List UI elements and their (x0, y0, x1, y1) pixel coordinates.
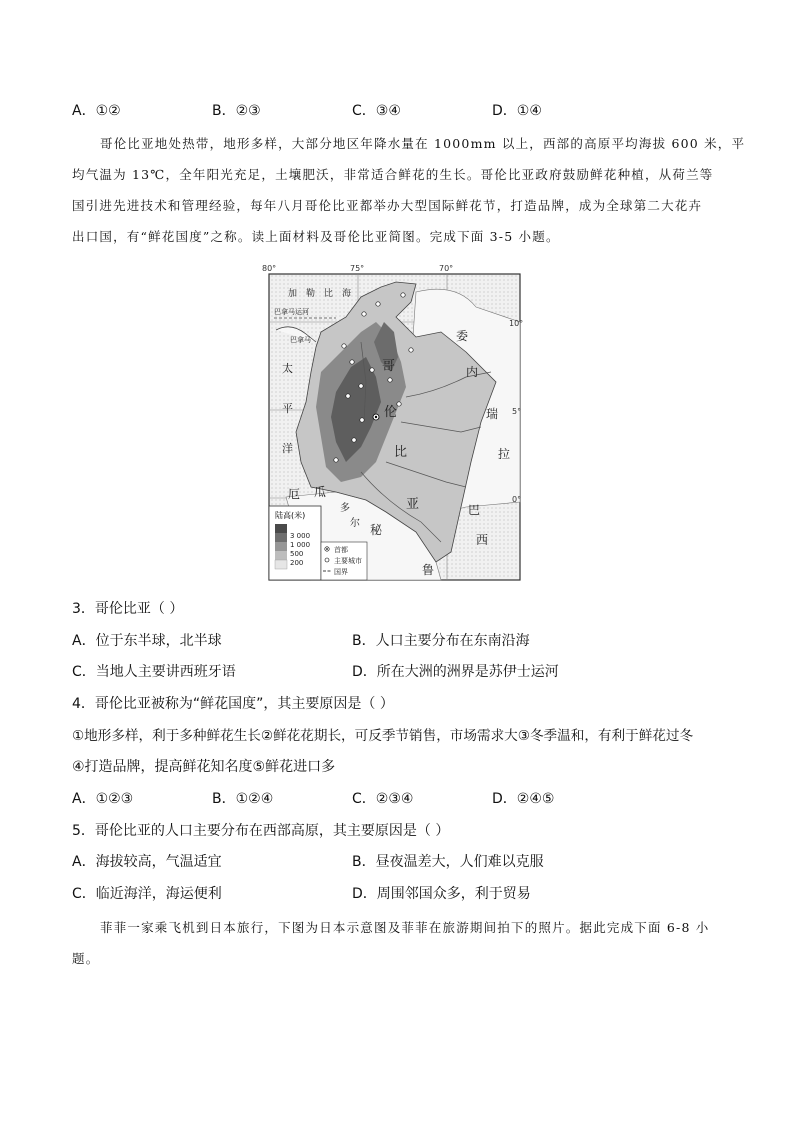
legend-level: 500 (290, 550, 304, 558)
city-marker (342, 344, 346, 348)
lat-label: 5° (512, 407, 522, 416)
lat-label: 0° (512, 495, 522, 504)
legend-symbol: 主要城市 (334, 557, 362, 565)
country-label: 比 (394, 445, 408, 460)
sea-label: 加勒比海 (288, 289, 361, 299)
peru-label: 鲁 (422, 563, 435, 577)
q5-option-b: B．昼夜温差大，人们难以克服 (352, 854, 544, 870)
city-marker (388, 378, 392, 382)
q3-option-d: D．所在大洲的洲界是苏伊士运河 (352, 664, 559, 680)
city-marker (350, 360, 354, 364)
venezuela-label: 委 (456, 329, 469, 343)
q4-option-b: B．①②④ (212, 791, 274, 807)
prev-option-a: A．①② (72, 103, 121, 119)
q3-option-c: C．当地人主要讲西班牙语 (72, 664, 236, 680)
pacific-label: 洋 (282, 442, 293, 455)
pacific-label: 太 (282, 362, 293, 375)
panama-label: 巴拿马 (290, 336, 311, 344)
country-label: 亚 (406, 497, 420, 512)
brazil-label: 西 (476, 533, 489, 547)
city-marker (397, 402, 401, 406)
passage-line: 哥伦比亚地处热带，地形多样，大部分地区年降水量在 1000mm 以上，西部的高原平均海拔 600 米，平 (100, 136, 746, 151)
legend-title: 陆高(米) (275, 511, 306, 520)
ecuador-label: 尔 (350, 518, 360, 529)
country-label: 哥 (382, 359, 396, 374)
prev-option-b: B．②③ (212, 103, 261, 119)
passage-line: 菲菲一家乘飞机到日本旅行，下图为日本示意图及菲菲在旅游期间拍下的照片。据此完成下面 6-8 小 (100, 920, 710, 935)
lon-label: 75° (350, 264, 365, 273)
q3-stem: 3．哥伦比亚（ ） (72, 601, 184, 617)
country-label: 伦 (384, 405, 398, 420)
passage-line: 题。 (72, 951, 100, 966)
venezuela-label: 内 (466, 365, 479, 379)
q4-statements: ①地形多样，利于多种鲜花生长②鲜花花期长，可反季节销售，市场需求大③冬季温和，有利于鲜花过冬 (72, 728, 694, 744)
passage-line: 均气温为 13℃，全年阳光充足，土壤肥沃，非常适合鲜花的生长。哥伦比亚政府鼓励鲜花种植，从荷兰等 (72, 167, 714, 182)
city-marker (360, 418, 364, 422)
passage-line: 出口国，有“鲜花国度”之称。读上面材料及哥伦比亚简图。完成下面 3-5 小题。 (72, 229, 560, 244)
capital-marker-dot (375, 416, 377, 418)
pacific-label: 平 (282, 402, 293, 415)
lon-label: 80° (262, 264, 277, 273)
q4-stem: 4．哥伦比亚被称为“鲜花国度”，其主要原因是（ ） (72, 696, 394, 712)
legend-symbol: 国界 (334, 568, 348, 576)
venezuela-label: 瑞 (486, 407, 499, 421)
passage-line: 国引进先进技术和管理经验，每年八月哥伦比亚都举办大型国际鲜花节，打造品牌，成为全球第二大花卉 (72, 198, 703, 213)
q5-option-c: C．临近海洋，海运便利 (72, 886, 222, 902)
city-marker (409, 348, 413, 352)
q4-statements: ④打造品牌，提高鲜花知名度⑤鲜花进口多 (72, 759, 336, 775)
city-marker (352, 438, 356, 442)
q3-option-a: A．位于东半球，北半球 (72, 633, 222, 649)
city-marker (334, 458, 338, 462)
brazil-label: 巴 (468, 503, 481, 517)
city-marker (359, 384, 363, 388)
city-marker (370, 368, 374, 372)
q4-option-d: D．②④⑤ (492, 791, 555, 807)
q4-option-a: A．①②③ (72, 791, 134, 807)
prev-option-d: D．①④ (492, 103, 542, 119)
city-marker (401, 293, 405, 297)
ecuador-label: 多 (340, 503, 350, 514)
legend-symbol: 首都 (334, 546, 348, 554)
legend-level: 200 (290, 559, 304, 567)
peru-label: 秘 (370, 523, 383, 537)
legend-level: 3 000 (290, 532, 311, 540)
q3-option-b: B．人口主要分布在东南沿海 (352, 633, 530, 649)
city-marker (362, 312, 366, 316)
ecuador-label: 瓜 (314, 485, 327, 499)
legend-level: 1 000 (290, 541, 311, 549)
q4-option-c: C．②③④ (352, 791, 414, 807)
ecuador-label: 厄 (288, 487, 301, 501)
city-marker (346, 394, 350, 398)
prev-option-c: C．③④ (352, 103, 401, 119)
q5-stem: 5．哥伦比亚的人口主要分布在西部高原，其主要原因是（ ） (72, 823, 450, 839)
lon-label: 70° (439, 264, 454, 273)
colombia-map (262, 262, 524, 582)
q5-option-a: A．海拔较高，气温适宜 (72, 854, 222, 870)
canal-label: 巴拿马运河 (274, 308, 309, 316)
venezuela-label: 拉 (498, 447, 511, 461)
q5-option-d: D．周围邻国众多，利于贸易 (352, 886, 531, 902)
lat-label: 10° (509, 319, 524, 328)
city-marker (376, 302, 380, 306)
